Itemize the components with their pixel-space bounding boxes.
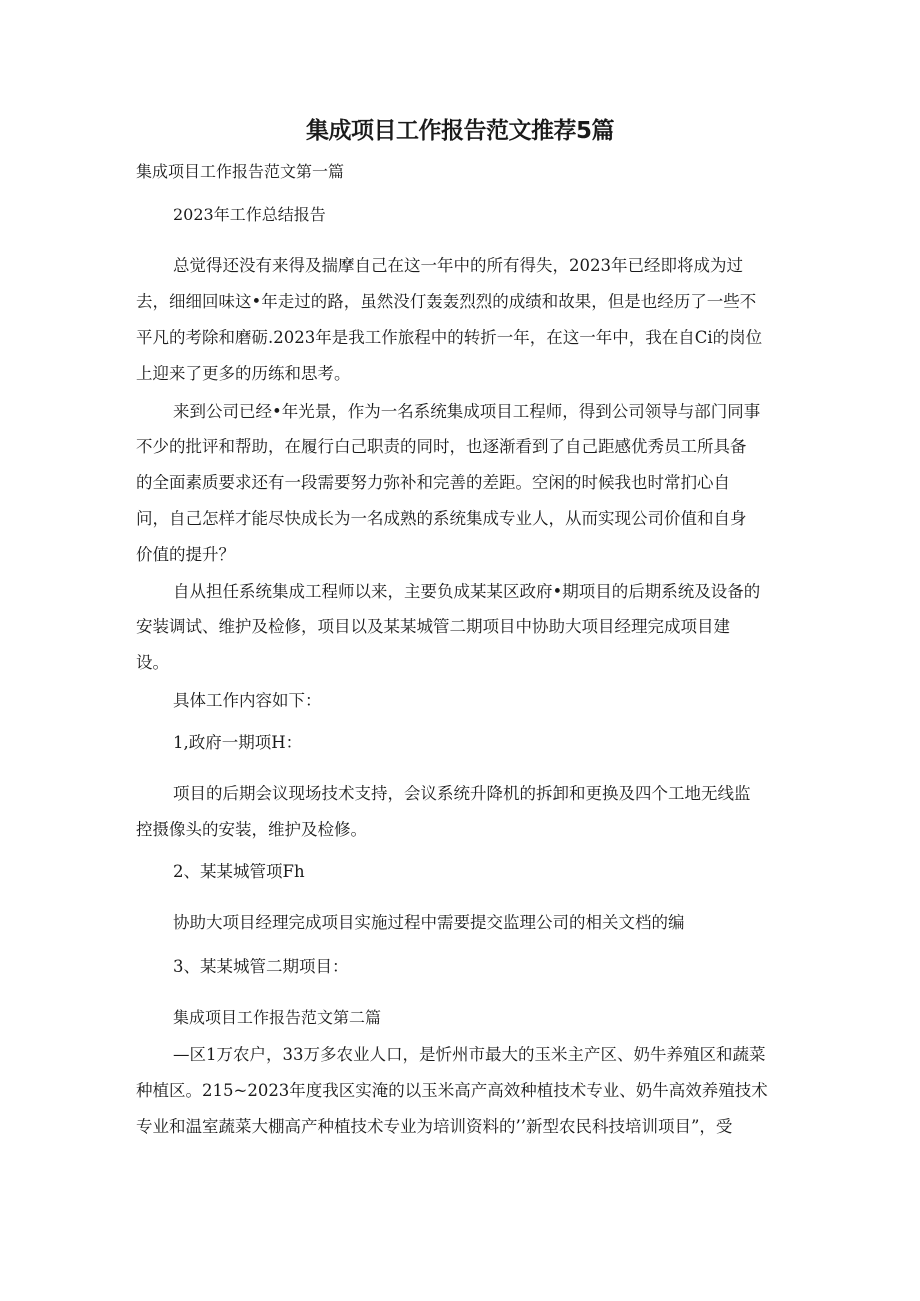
para3-line: 安装调试、维护及检修，项目以及某某城管二期项目中协助大项目经理完成项目建 (136, 617, 730, 636)
para3-line: 设。 (136, 653, 169, 672)
section1-heading: 集成项目工作报告范文第一篇 (136, 162, 345, 181)
para5-line: 专业和温室蔬菜大棚高产种植技术专业为培训资料的’’新型农民科技培训项目”，受 (136, 1117, 733, 1136)
item2-body: 协助大项目经理完成项目实施过程中需要提交监理公司的相关文档的编 (173, 913, 685, 932)
para5-line: —区1万农户，33万多农业人口，是忻州市最大的玉米主产区、奶牛养殖区和蔬菜 (173, 1045, 766, 1064)
para1-line: 平凡的考除和磨砺.2023年是我工作旅程中的转折一年，在这一年中，我在自Ci的岗位 (136, 328, 763, 347)
item2-heading: 2、某某城管项Fh (173, 862, 305, 881)
document-title: 集成项目工作报告范文推荐5篇 (305, 118, 614, 144)
item1-heading: 1,政府一期项H： (173, 733, 303, 752)
report-title: 2023年工作总结报告 (173, 205, 326, 224)
para2-line: 问，自己怎样才能尽快成长为一名成熟的系统集成专业人，从而实现公司价值和自身 (136, 509, 747, 528)
para1-line: 去，细细回味这•年走过的路，虽然没仃轰轰烈烈的成绩和故果，但是也经历了一些不 (136, 292, 757, 311)
para2-line: 不少的批评和帮助，在履行白己职责的同时，也逐渐看到了自己距感优秀员工所具备 (136, 437, 747, 456)
item3-heading: 3、某某城管二期项目： (173, 957, 349, 976)
para2-line: 价值的提升？ (136, 545, 235, 564)
para5-line: 种植区。215~2023年度我区实淹的以玉米高产高效种植技术专业、奶牛高效养殖技术 (136, 1081, 768, 1100)
para1-line: 上迎来了更多的历练和思考。 (136, 364, 351, 383)
para2-line: 来到公司已经•年光景，作为一名系统集成项目工程师，得到公司领导与部门同事 (173, 402, 761, 421)
section2-heading: 集成项目工作报告范文第二篇 (173, 1008, 382, 1027)
para2-line: 的全面素质要求还有一段需要努力弥补和完善的差距。空闲的时候我也时常扪心自 (136, 473, 730, 492)
para1-line: 总觉得还没有来得及揣摩自己在这一年中的所有得失，2023年已经即将成为过 (173, 256, 743, 275)
item1-body-line: 控摄像头的安装，维护及检修。 (136, 820, 367, 839)
item1-body-line: 项目的后期会议现场技术支持，会议系统升降机的拆卸和更换及四个工地无线监 (173, 784, 751, 803)
work-content-intro: 具体工作内容如下： (173, 691, 322, 710)
para3-line: 自从担任系统集成工程师以来，主要负成某某区政府•期项目的后期系统及设备的 (173, 582, 761, 601)
